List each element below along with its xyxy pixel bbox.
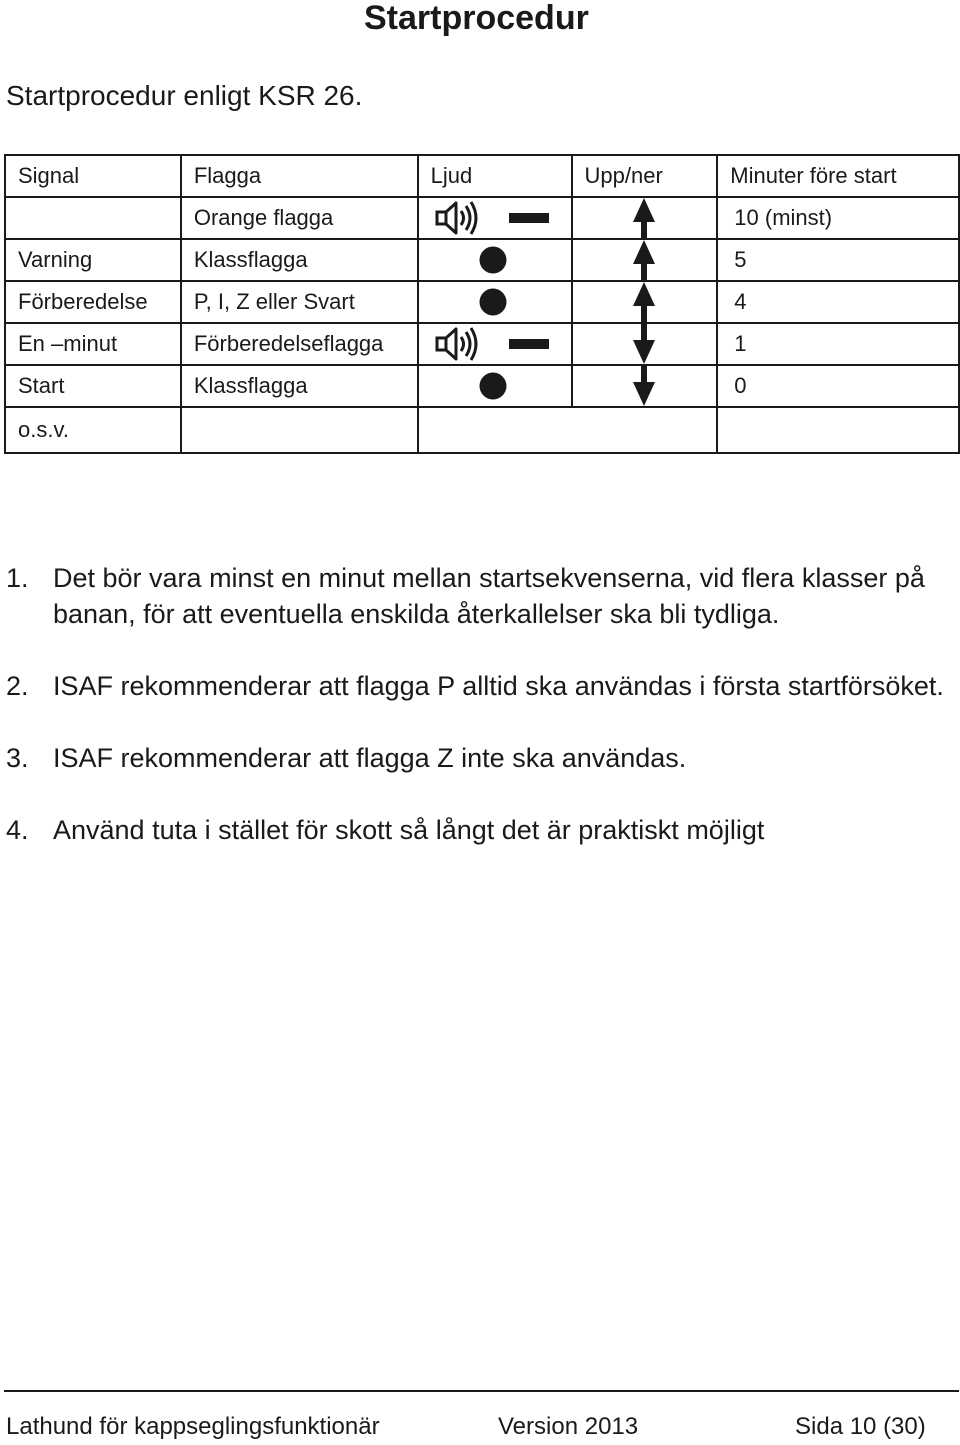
table-row — [5, 323, 959, 365]
signal-cell: En –minut — [5, 323, 181, 365]
signal-cell — [5, 197, 181, 239]
signal-cell: Förberedelse — [5, 281, 181, 323]
minutes-cell: 0 — [717, 365, 959, 407]
start-procedure-table — [4, 154, 960, 454]
flag-cell: P, I, Z eller Svart — [181, 281, 418, 323]
header-up-down: Upp/ner — [572, 155, 718, 197]
up-arrow-icon — [632, 198, 656, 238]
long-sound-dash-icon — [509, 212, 549, 224]
flag-cell: Orange flagga — [181, 197, 418, 239]
note-item — [6, 740, 956, 776]
long-sound-dash-icon — [509, 338, 549, 350]
note-text: ISAF rekommenderar att flagga P alltid ska användas i första startförsöket. — [53, 671, 944, 701]
table-row — [5, 281, 959, 323]
notes-list — [6, 560, 956, 884]
sound-cell — [418, 239, 572, 281]
sound-dot-icon — [479, 288, 507, 316]
down-arrow-icon — [632, 324, 656, 364]
direction-cell — [572, 323, 718, 365]
header-signal: Signal — [5, 155, 181, 197]
page-title: Startprocedur — [364, 0, 589, 37]
signal-cell: Varning — [5, 239, 181, 281]
table-header-row — [5, 155, 959, 197]
note-text: ISAF rekommenderar att flagga Z inte ska användas. — [53, 743, 687, 773]
direction-cell — [572, 281, 718, 323]
flag-cell: Förberedelseflagga — [181, 323, 418, 365]
table-row — [5, 407, 959, 453]
note-number: 3. — [6, 743, 29, 773]
table-row — [5, 197, 959, 239]
horn-icon — [435, 199, 481, 237]
up-arrow-icon — [632, 282, 656, 322]
note-number: 1. — [6, 563, 29, 593]
up-arrow-icon — [632, 240, 656, 280]
sound-cell — [418, 365, 572, 407]
signal-cell: Start — [5, 365, 181, 407]
page-subtitle: Startprocedur enligt KSR 26. — [6, 80, 363, 111]
footer-title: Lathund för kappseglingsfunktionär — [6, 1413, 380, 1440]
sound-cell — [418, 281, 572, 323]
sound-cell — [418, 197, 572, 239]
header-minutes: Minuter före start — [717, 155, 959, 197]
note-item — [6, 560, 956, 632]
direction-cell — [572, 239, 718, 281]
flag-cell: Klassflagga — [181, 239, 418, 281]
direction-cell — [572, 197, 718, 239]
direction-cell — [572, 407, 718, 453]
footer-version: Version 2013 — [498, 1413, 639, 1440]
direction-cell — [572, 365, 718, 407]
signal-cell: o.s.v. — [5, 407, 181, 453]
table-row — [5, 365, 959, 407]
sound-cell — [418, 407, 572, 453]
sound-dot-icon — [479, 246, 507, 274]
note-item — [6, 668, 956, 704]
note-number: 2. — [6, 671, 29, 701]
note-item — [6, 812, 956, 848]
flag-cell: Klassflagga — [181, 365, 418, 407]
note-text: Använd tuta i stället för skott så långt det är praktiskt möjligt — [53, 815, 765, 845]
flag-cell — [181, 407, 418, 453]
footer-divider — [4, 1390, 959, 1392]
minutes-cell: 4 — [717, 281, 959, 323]
header-flag: Flagga — [181, 155, 418, 197]
horn-icon — [435, 325, 481, 363]
down-arrow-icon — [632, 366, 656, 406]
footer-page-number: Sida 10 (30) — [795, 1413, 926, 1440]
minutes-cell: 10 (minst) — [717, 197, 959, 239]
header-sound: Ljud — [418, 155, 572, 197]
note-number: 4. — [6, 815, 29, 845]
table-row — [5, 239, 959, 281]
sound-dot-icon — [479, 372, 507, 400]
minutes-cell: 1 — [717, 323, 959, 365]
note-text: Det bör vara minst en minut mellan startsekvenserna, vid flera klasser på banan, för att eventuella enskilda återkallelser ska bli tydliga. — [53, 563, 925, 629]
sound-cell — [418, 323, 572, 365]
minutes-cell: 5 — [717, 239, 959, 281]
minutes-cell — [717, 407, 959, 453]
